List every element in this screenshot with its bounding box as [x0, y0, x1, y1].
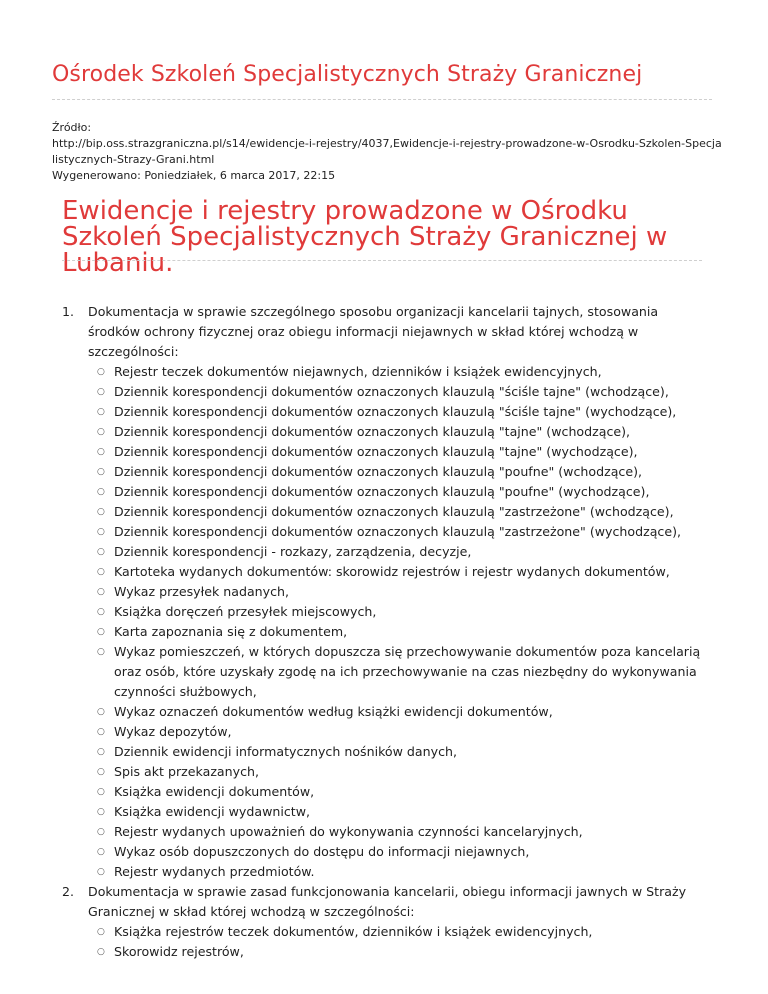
list-item	[88, 382, 712, 402]
title-divider	[62, 260, 702, 261]
list-item-text: Wykaz depozytów,	[114, 724, 232, 739]
list-item	[88, 522, 712, 542]
list-section-text: Dokumentacja w sprawie zasad funkcjonowania kancelarii, obiegu informacji jawnych w Straży Granicznej w skład której wchodzą w szczególności:	[88, 884, 687, 919]
list-item	[88, 642, 712, 702]
list-item-text: Dziennik ewidencji informatycznych nośników danych,	[114, 744, 457, 759]
circle-bullet-icon: ○	[97, 407, 105, 417]
list-item	[88, 822, 712, 842]
list-item	[88, 542, 712, 562]
list-item	[88, 402, 712, 422]
list-item	[88, 942, 712, 962]
circle-bullet-icon: ○	[97, 587, 105, 597]
list-item-text: Rejestr teczek dokumentów niejawnych, dzienników i książek ewidencyjnych,	[114, 364, 602, 379]
circle-bullet-icon: ○	[97, 767, 105, 777]
list-item-text: Dziennik korespondencji dokumentów oznaczonych klauzulą "zastrzeżone" (wychodzące),	[114, 524, 682, 539]
list-item	[88, 702, 712, 722]
list-item	[88, 362, 712, 382]
list-item	[88, 422, 712, 442]
circle-bullet-icon: ○	[97, 567, 105, 577]
list-item	[88, 862, 712, 882]
circle-bullet-icon: ○	[97, 927, 105, 937]
circle-bullet-icon: ○	[97, 507, 105, 517]
list-section	[62, 882, 712, 962]
list-item	[88, 482, 712, 502]
circle-bullet-icon: ○	[97, 607, 105, 617]
list-item	[88, 722, 712, 742]
document-title: Ewidencje i rejestry prowadzone w Ośrodku Szkoleń Specjalistycznych Straży Granicznej w Lubaniu.	[62, 196, 668, 278]
circle-bullet-icon: ○	[97, 787, 105, 797]
list-item	[88, 842, 712, 862]
list-item-text: Dziennik korespondencji - rozkazy, zarządzenia, decyzje,	[114, 544, 472, 559]
circle-bullet-icon: ○	[97, 427, 105, 437]
circle-bullet-icon: ○	[97, 467, 105, 477]
list-item-text: Skorowidz rejestrów,	[114, 944, 244, 959]
source-meta	[52, 120, 722, 184]
site-title: Ośrodek Szkoleń Specjalistycznych Straży Granicznej	[52, 62, 643, 87]
list-item-text: Dziennik korespondencji dokumentów oznaczonych klauzulą "ściśle tajne" (wchodzące),	[114, 384, 669, 399]
list-item-text: Dziennik korespondencji dokumentów oznaczonych klauzulą "tajne" (wychodzące),	[114, 444, 638, 459]
list-item-text: Dziennik korespondencji dokumentów oznaczonych klauzulą "poufne" (wychodzące),	[114, 484, 650, 499]
circle-bullet-icon: ○	[97, 727, 105, 737]
circle-bullet-icon: ○	[97, 647, 105, 657]
circle-bullet-icon: ○	[97, 807, 105, 817]
list-item-text: Książka rejestrów teczek dokumentów, dzienników i książek ewidencyjnych,	[114, 924, 593, 939]
circle-bullet-icon: ○	[97, 847, 105, 857]
list-item-text: Dziennik korespondencji dokumentów oznaczonych klauzulą "ściśle tajne" (wychodzące),	[114, 404, 677, 419]
circle-bullet-icon: ○	[97, 827, 105, 837]
circle-bullet-icon: ○	[97, 547, 105, 557]
circle-bullet-icon: ○	[97, 867, 105, 877]
list-item	[88, 502, 712, 522]
list-item	[88, 462, 712, 482]
circle-bullet-icon: ○	[97, 447, 105, 457]
list-item-text: Rejestr wydanych upoważnień do wykonywania czynności kancelaryjnych,	[114, 824, 583, 839]
list-item	[88, 562, 712, 582]
list-item	[88, 622, 712, 642]
list-item-text: Książka ewidencji wydawnictw,	[114, 804, 311, 819]
list-item-text: Spis akt przekazanych,	[114, 764, 259, 779]
sub-list	[88, 922, 712, 962]
circle-bullet-icon: ○	[97, 747, 105, 757]
list-item	[88, 802, 712, 822]
list-item	[88, 762, 712, 782]
circle-bullet-icon: ○	[97, 527, 105, 537]
list-section-text: Dokumentacja w sprawie szczególnego sposobu organizacji kancelarii tajnych, stosowania środków ochrony fizycznej oraz obiegu informacji niejawnych w skład której wchodzą w szczególności:	[88, 304, 659, 359]
list-item	[88, 442, 712, 462]
list-section	[62, 302, 712, 882]
sub-list	[88, 362, 712, 882]
circle-bullet-icon: ○	[97, 387, 105, 397]
circle-bullet-icon: ○	[97, 367, 105, 377]
generated-date: Wygenerowano: Poniedziałek, 6 marca 2017, 22:15	[52, 169, 336, 182]
document-body	[62, 302, 712, 962]
list-item	[88, 742, 712, 762]
list-item-text: Wykaz przesyłek nadanych,	[114, 584, 290, 599]
source-label: Źródło:	[52, 121, 92, 134]
list-item	[88, 602, 712, 622]
list-item-text: Wykaz oznaczeń dokumentów według książki ewidencji dokumentów,	[114, 704, 553, 719]
list-item	[88, 782, 712, 802]
header-divider	[52, 99, 712, 100]
list-number: 1.	[62, 304, 75, 319]
list-item-text: Wykaz osób dopuszczonych do dostępu do informacji niejawnych,	[114, 844, 530, 859]
circle-bullet-icon: ○	[97, 707, 105, 717]
list-number: 2.	[62, 884, 75, 899]
circle-bullet-icon: ○	[97, 947, 105, 957]
list-item-text: Dziennik korespondencji dokumentów oznaczonych klauzulą "poufne" (wchodzące),	[114, 464, 643, 479]
list-item	[88, 582, 712, 602]
list-item-text: Karta zapoznania się z dokumentem,	[114, 624, 348, 639]
list-item-text: Wykaz pomieszczeń, w których dopuszcza się przechowywanie dokumentów poza kancelarią oraz osób, które uzyskały zgodę na ich przechowywanie na czas niezbędny do wykonywania czynności służbowych,	[114, 644, 701, 699]
list-item-text: Dziennik korespondencji dokumentów oznaczonych klauzulą "tajne" (wchodzące),	[114, 424, 631, 439]
list-item-text: Kartoteka wydanych dokumentów: skorowidz rejestrów i rejestr wydanych dokumentów,	[114, 564, 670, 579]
registers-list	[62, 302, 712, 962]
source-url: http://bip.oss.strazgraniczna.pl/s14/ewidencje-i-rejestry/4037,Ewidencje-i-rejestry-prowadzone-w-Osrodku-Szkolen-Specjalistycznych-Strazy-Grani.html	[52, 137, 722, 166]
list-item-text: Książka ewidencji dokumentów,	[114, 784, 315, 799]
circle-bullet-icon: ○	[97, 487, 105, 497]
list-item	[88, 922, 712, 942]
list-item-text: Dziennik korespondencji dokumentów oznaczonych klauzulą "zastrzeżone" (wchodzące),	[114, 504, 674, 519]
circle-bullet-icon: ○	[97, 627, 105, 637]
list-item-text: Książka doręczeń przesyłek miejscowych,	[114, 604, 377, 619]
list-item-text: Rejestr wydanych przedmiotów.	[114, 864, 315, 879]
